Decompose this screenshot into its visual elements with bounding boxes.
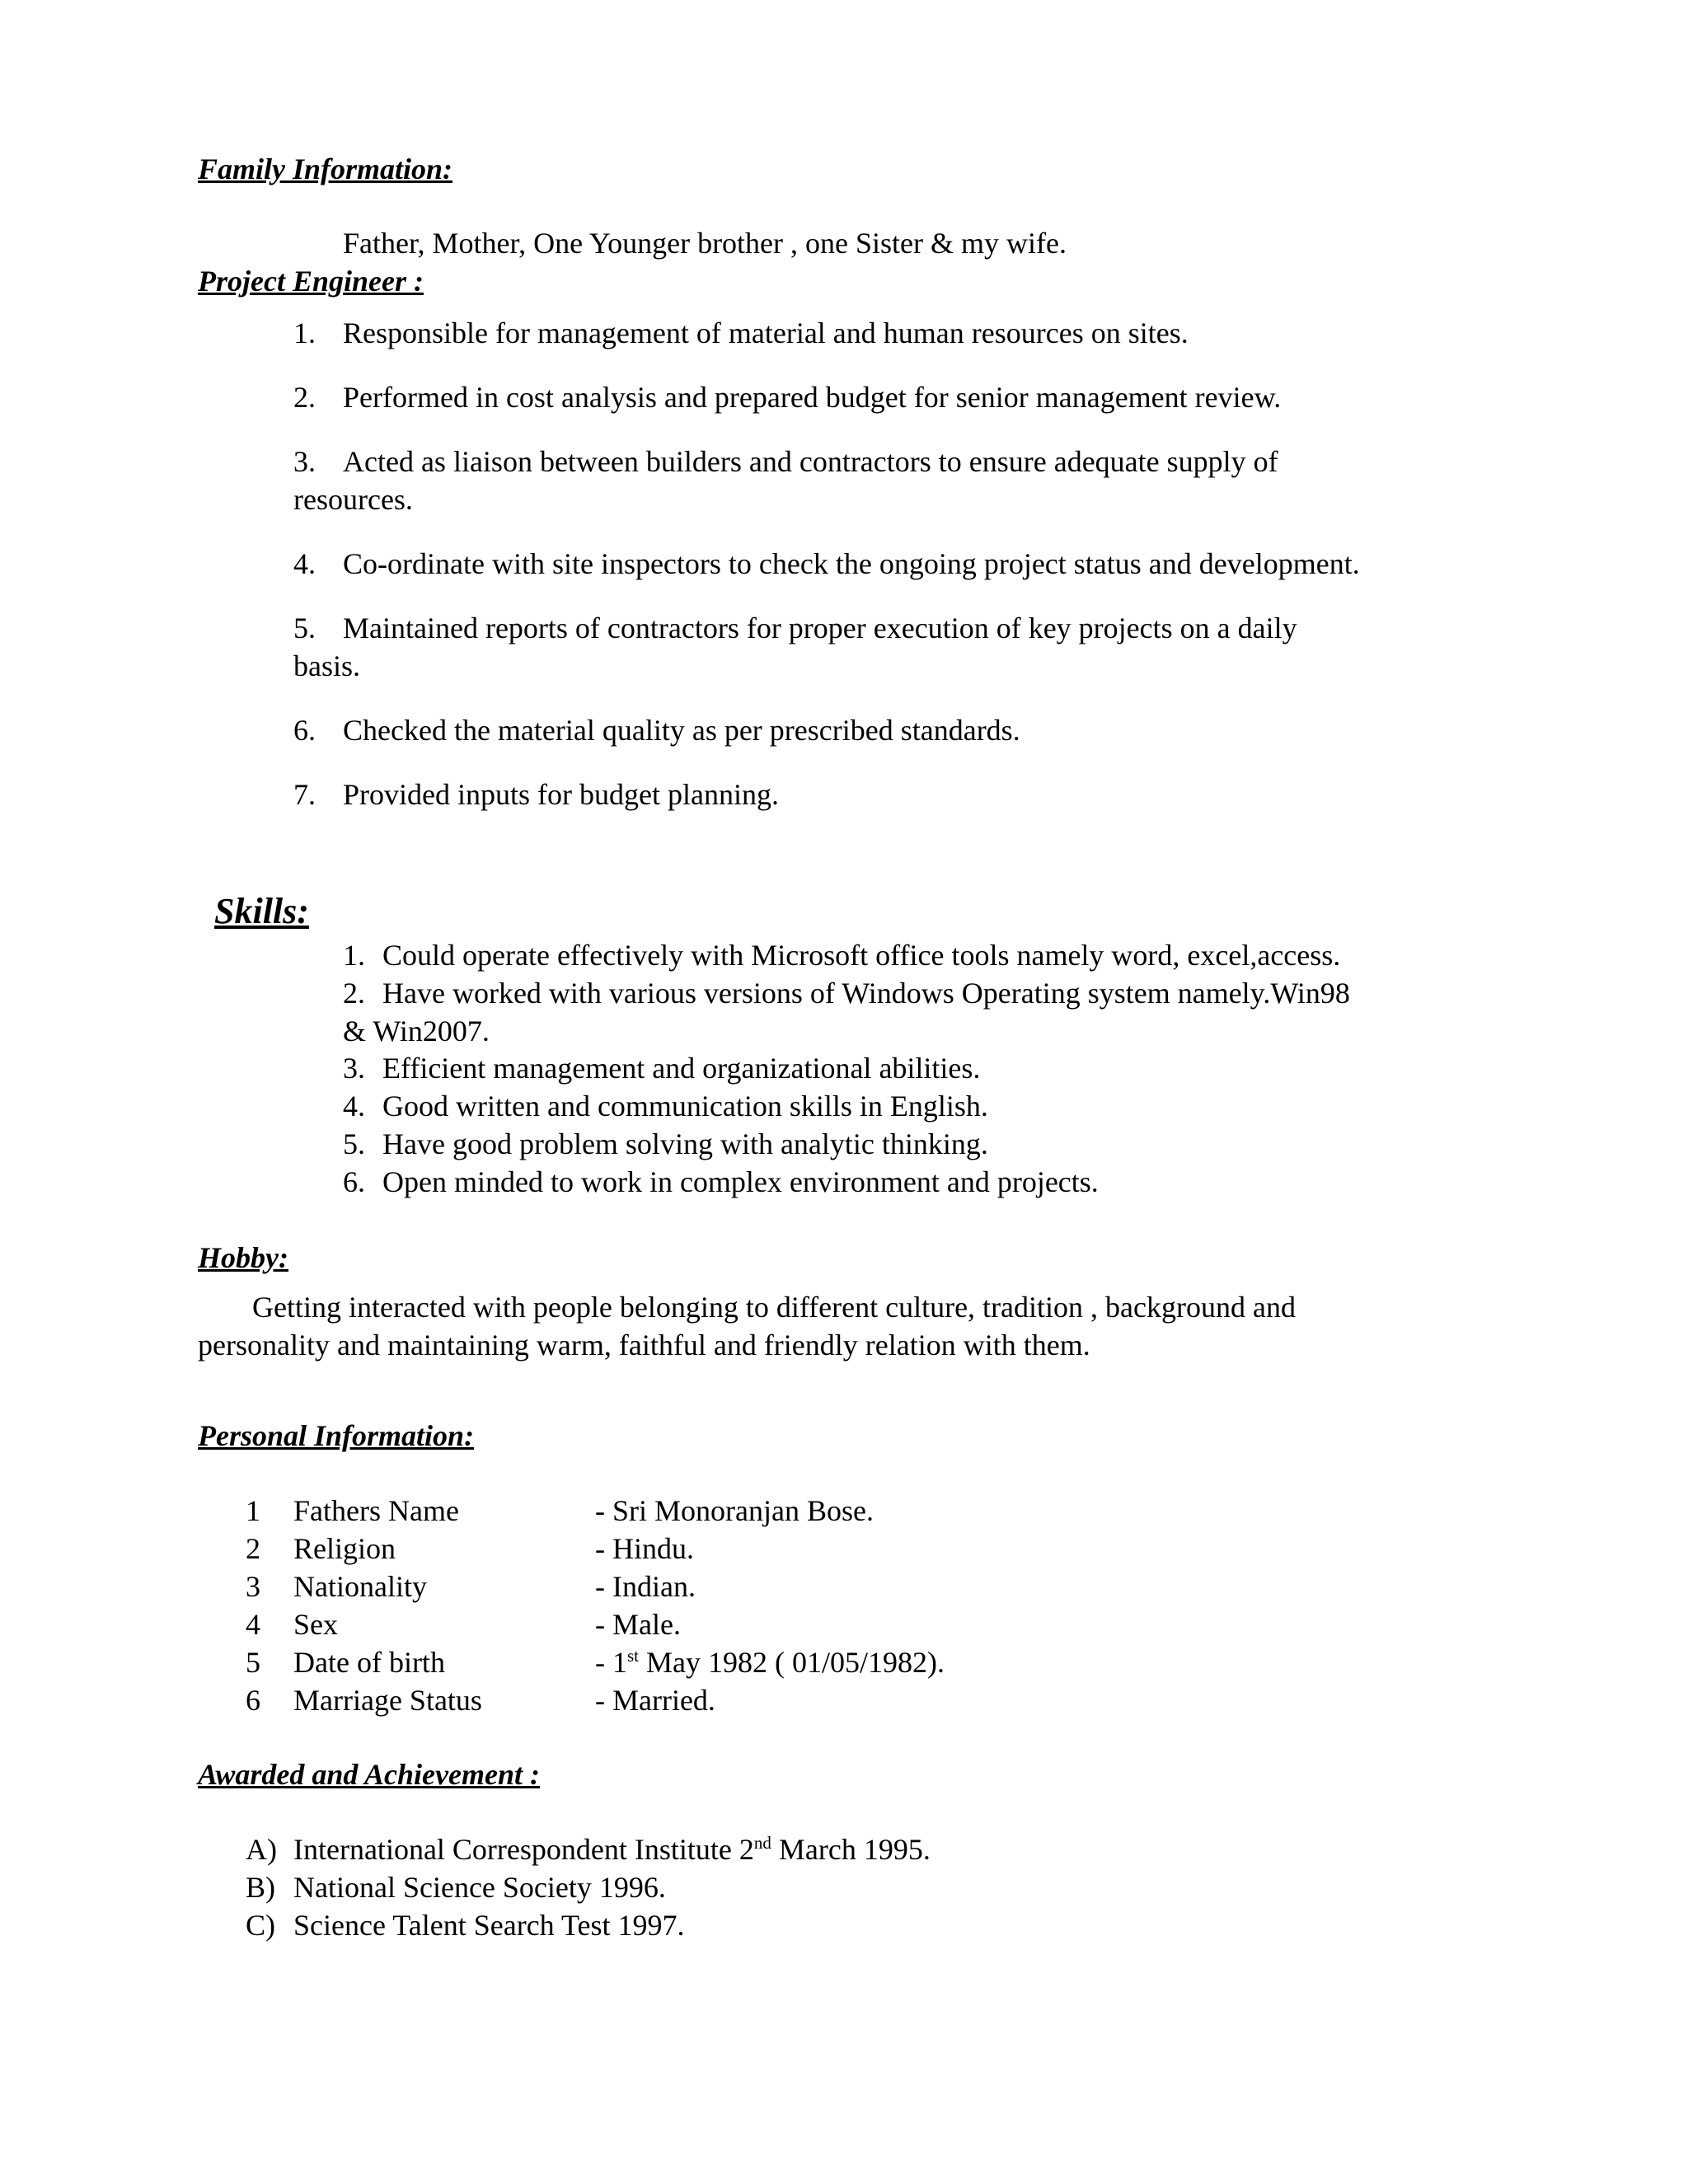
hobby-heading: Hobby:: [198, 1241, 288, 1274]
list-item-text: Performed in cost analysis and prepared budget for senior management review.: [343, 381, 1282, 414]
row-value-superscript: st: [627, 1646, 640, 1666]
list-item-text: Acted as liaison between builders and contractors to ensure adequate supply of: [343, 445, 1278, 478]
family-information-text: Father, Mother, One Younger brother , one Sister & my wife.: [343, 227, 1067, 260]
row-value: - Hindu.: [595, 1532, 694, 1565]
list-item: [343, 936, 1341, 974]
list-item-text: Checked the material quality as per prescribed standards.: [343, 714, 1020, 747]
row-value: - Sri Monoranjan Bose.: [595, 1494, 874, 1527]
family-information-heading: Family Information:: [198, 152, 453, 185]
list-item-number: 5.: [293, 612, 316, 644]
award-text-superscript: nd: [753, 1833, 771, 1853]
award-text-suffix: March 1995.: [771, 1833, 931, 1866]
personal-information-heading: Personal Information:: [198, 1419, 475, 1452]
table-row: [246, 1568, 696, 1605]
row-value-prefix: - 1: [595, 1646, 627, 1679]
row-number: 6: [246, 1684, 260, 1717]
row-number: 4: [246, 1608, 260, 1641]
table-row: [246, 1492, 874, 1530]
list-item-number: 4.: [343, 1090, 365, 1122]
row-number: 2: [246, 1532, 260, 1565]
list-item-number: 4.: [293, 547, 316, 580]
row-label: Nationality: [293, 1570, 427, 1603]
list-item-text: Good written and communication skills in English.: [382, 1090, 988, 1122]
list-item: [246, 1906, 685, 1944]
list-item-number: 3.: [293, 445, 316, 478]
list-item-number: 1.: [343, 939, 365, 972]
list-item-text: [293, 1830, 931, 1868]
row-value-suffix: May 1982 ( 01/05/1982).: [639, 1646, 945, 1679]
list-item-text: Have good problem solving with analytic thinking.: [382, 1127, 988, 1160]
row-label: Date of birth: [293, 1646, 445, 1679]
list-item-text: Open minded to work in complex environment and projects.: [382, 1165, 1099, 1198]
row-label: Fathers Name: [293, 1494, 459, 1527]
list-item-text: Could operate effectively with Microsoft office tools namely word, excel,access.: [382, 939, 1341, 972]
list-item-text: National Science Society 1996.: [293, 1871, 666, 1904]
list-item: [343, 974, 1350, 1012]
list-item-letter: C): [246, 1909, 275, 1942]
list-item: [343, 1163, 1099, 1201]
list-item-number: 3.: [343, 1052, 365, 1085]
row-label: Marriage Status: [293, 1684, 482, 1717]
list-item-continuation: resources.: [293, 483, 413, 516]
row-label: Sex: [293, 1608, 338, 1641]
list-item-text: Maintained reports of contractors for proper execution of key projects on a daily: [343, 612, 1297, 644]
list-item-continuation: basis.: [293, 649, 360, 682]
list-item: [246, 1830, 931, 1868]
hobby-text-line-2: personality and maintaining warm, faithful and friendly relation with them.: [198, 1329, 1090, 1361]
list-item-text: Have worked with various versions of Windows Operating system namely.Win98: [382, 977, 1350, 1010]
row-number: 3: [246, 1570, 260, 1603]
list-item-number: 2.: [293, 381, 316, 414]
list-item-text: Efficient management and organizational abilities.: [382, 1052, 981, 1085]
table-row: [246, 1643, 945, 1681]
list-item-text: Co-ordinate with site inspectors to check the ongoing project status and development.: [343, 547, 1360, 580]
list-item: [343, 1087, 988, 1125]
list-item-letter: A): [246, 1833, 277, 1866]
list-item-number: 7.: [293, 778, 316, 811]
table-row: [246, 1530, 694, 1568]
list-item: [293, 443, 1278, 480]
list-item-text: Provided inputs for budget planning.: [343, 778, 779, 811]
table-row: [246, 1605, 681, 1643]
table-row: [246, 1681, 715, 1719]
awards-heading: Awarded and Achievement :: [198, 1758, 540, 1791]
list-item: [293, 314, 1189, 352]
list-item-letter: B): [246, 1871, 275, 1904]
list-item: [293, 711, 1020, 749]
row-value: - Male.: [595, 1608, 681, 1641]
row-number: 1: [246, 1494, 260, 1527]
row-number: 5: [246, 1646, 260, 1679]
list-item: [293, 609, 1297, 647]
project-engineer-heading: Project Engineer :: [198, 265, 424, 298]
list-item-number: 6.: [343, 1165, 365, 1198]
list-item: [293, 545, 1360, 583]
list-item-text: Responsible for management of material and human resources on sites.: [343, 316, 1189, 349]
row-value: - Indian.: [595, 1570, 696, 1603]
list-item-text: Science Talent Search Test 1997.: [293, 1909, 685, 1942]
list-item-number: 5.: [343, 1127, 365, 1160]
list-item-continuation: & Win2007.: [343, 1015, 490, 1047]
skills-heading: Skills:: [214, 891, 309, 931]
award-text-prefix: International Correspondent Institute 2: [293, 1833, 754, 1866]
row-value: [595, 1643, 945, 1681]
row-value: - Married.: [595, 1684, 715, 1717]
list-item: [343, 1049, 981, 1087]
list-item: [293, 776, 779, 813]
list-item: [246, 1868, 666, 1906]
list-item-number: 1.: [293, 316, 316, 349]
list-item: [293, 378, 1282, 416]
row-label: Religion: [293, 1532, 396, 1565]
list-item-number: 2.: [343, 977, 365, 1010]
list-item-number: 6.: [293, 714, 316, 747]
list-item: [343, 1125, 988, 1163]
hobby-text-line-1: Getting interacted with people belonging to different culture, tradition , background and: [252, 1291, 1296, 1324]
